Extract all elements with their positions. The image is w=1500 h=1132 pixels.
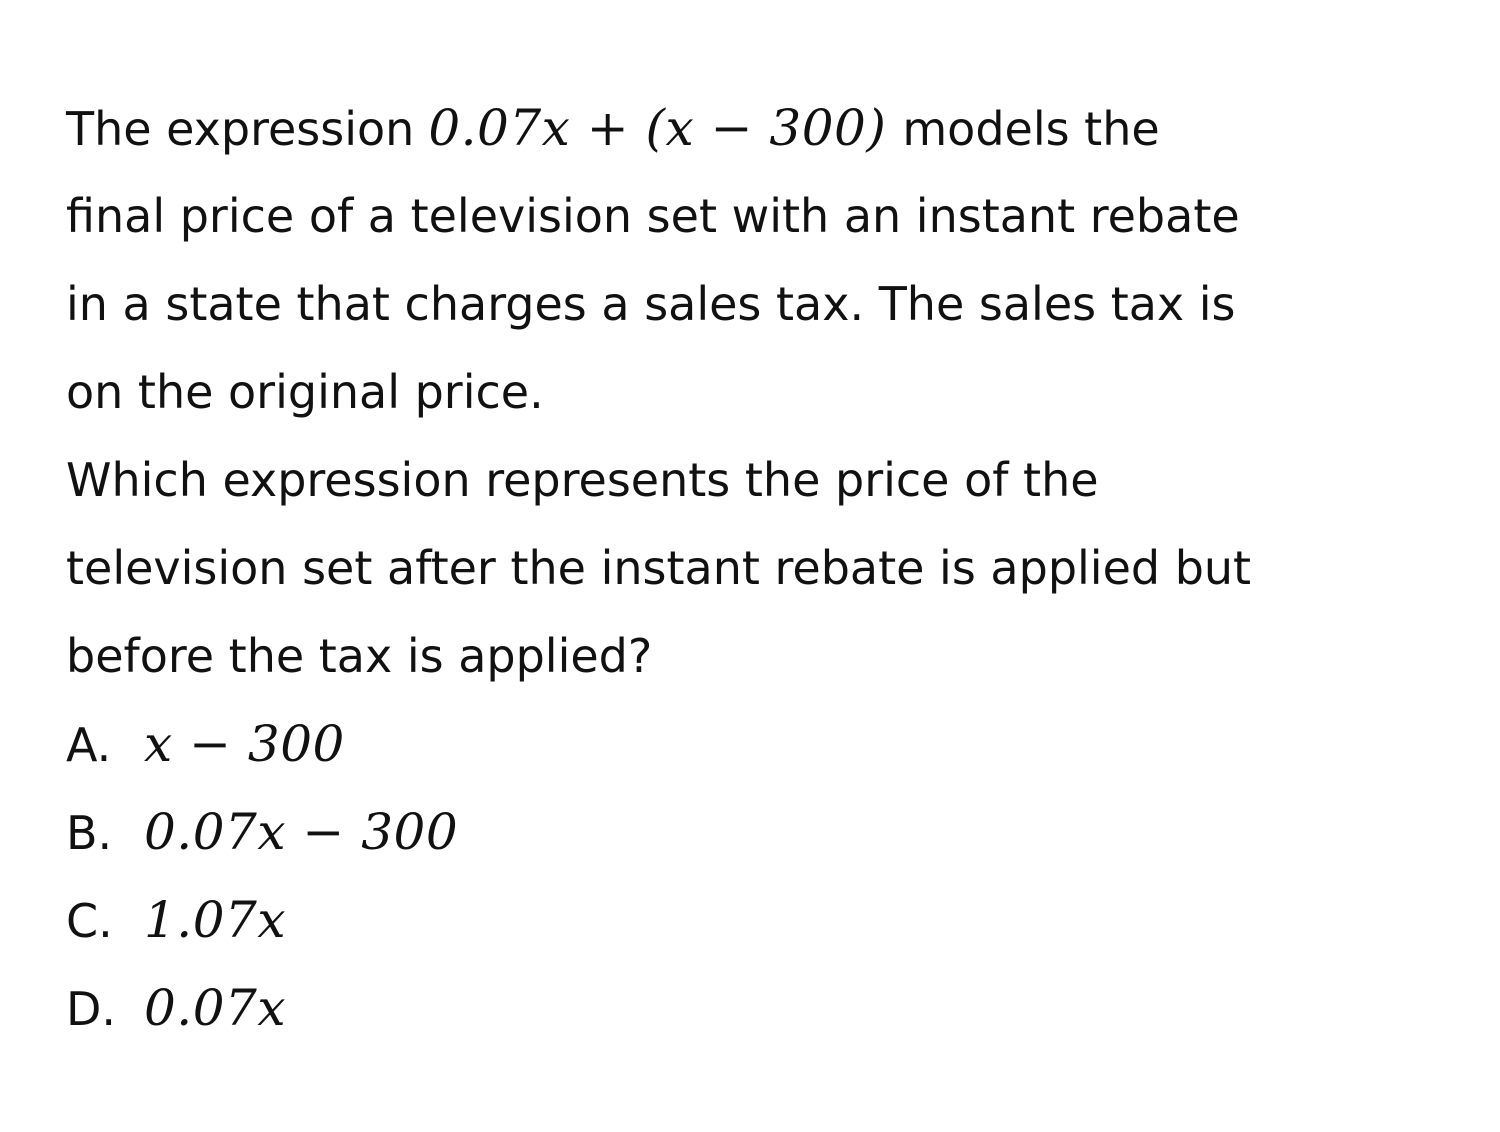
question-line-3: in a state that charges a sales tax. The sales tax is <box>66 277 1236 331</box>
question-line-2: final price of a television set with an instant rebate <box>66 189 1240 243</box>
choice-expression: 0.07x <box>144 979 287 1037</box>
answer-choices <box>66 700 1446 1052</box>
choice-b[interactable] <box>66 788 1446 876</box>
choice-expression: 1.07x <box>144 891 287 949</box>
model-expression: 0.07x + (x − 300) <box>428 99 887 157</box>
choice-letter: B. <box>66 806 113 860</box>
choice-letter: D. <box>66 982 117 1036</box>
question-line-4: on the original price. <box>66 365 544 419</box>
choice-expression: 0.07x − 300 <box>144 803 459 861</box>
prompt-line-1: Which expression represents the price of the <box>66 453 1099 507</box>
choice-expression: x − 300 <box>144 715 345 773</box>
question-text: The expression <box>66 102 415 156</box>
question-block <box>66 84 1446 1052</box>
question-line-1 <box>66 84 1446 172</box>
choice-letter: C. <box>66 894 113 948</box>
question-text: models the <box>902 102 1160 156</box>
choice-a[interactable] <box>66 700 1446 788</box>
prompt-line-2: television set after the instant rebate is applied but <box>66 541 1252 595</box>
choice-d[interactable] <box>66 964 1446 1052</box>
prompt-line-3: before the tax is applied? <box>66 629 653 683</box>
choice-c[interactable] <box>66 876 1446 964</box>
choice-letter: A. <box>66 718 112 772</box>
